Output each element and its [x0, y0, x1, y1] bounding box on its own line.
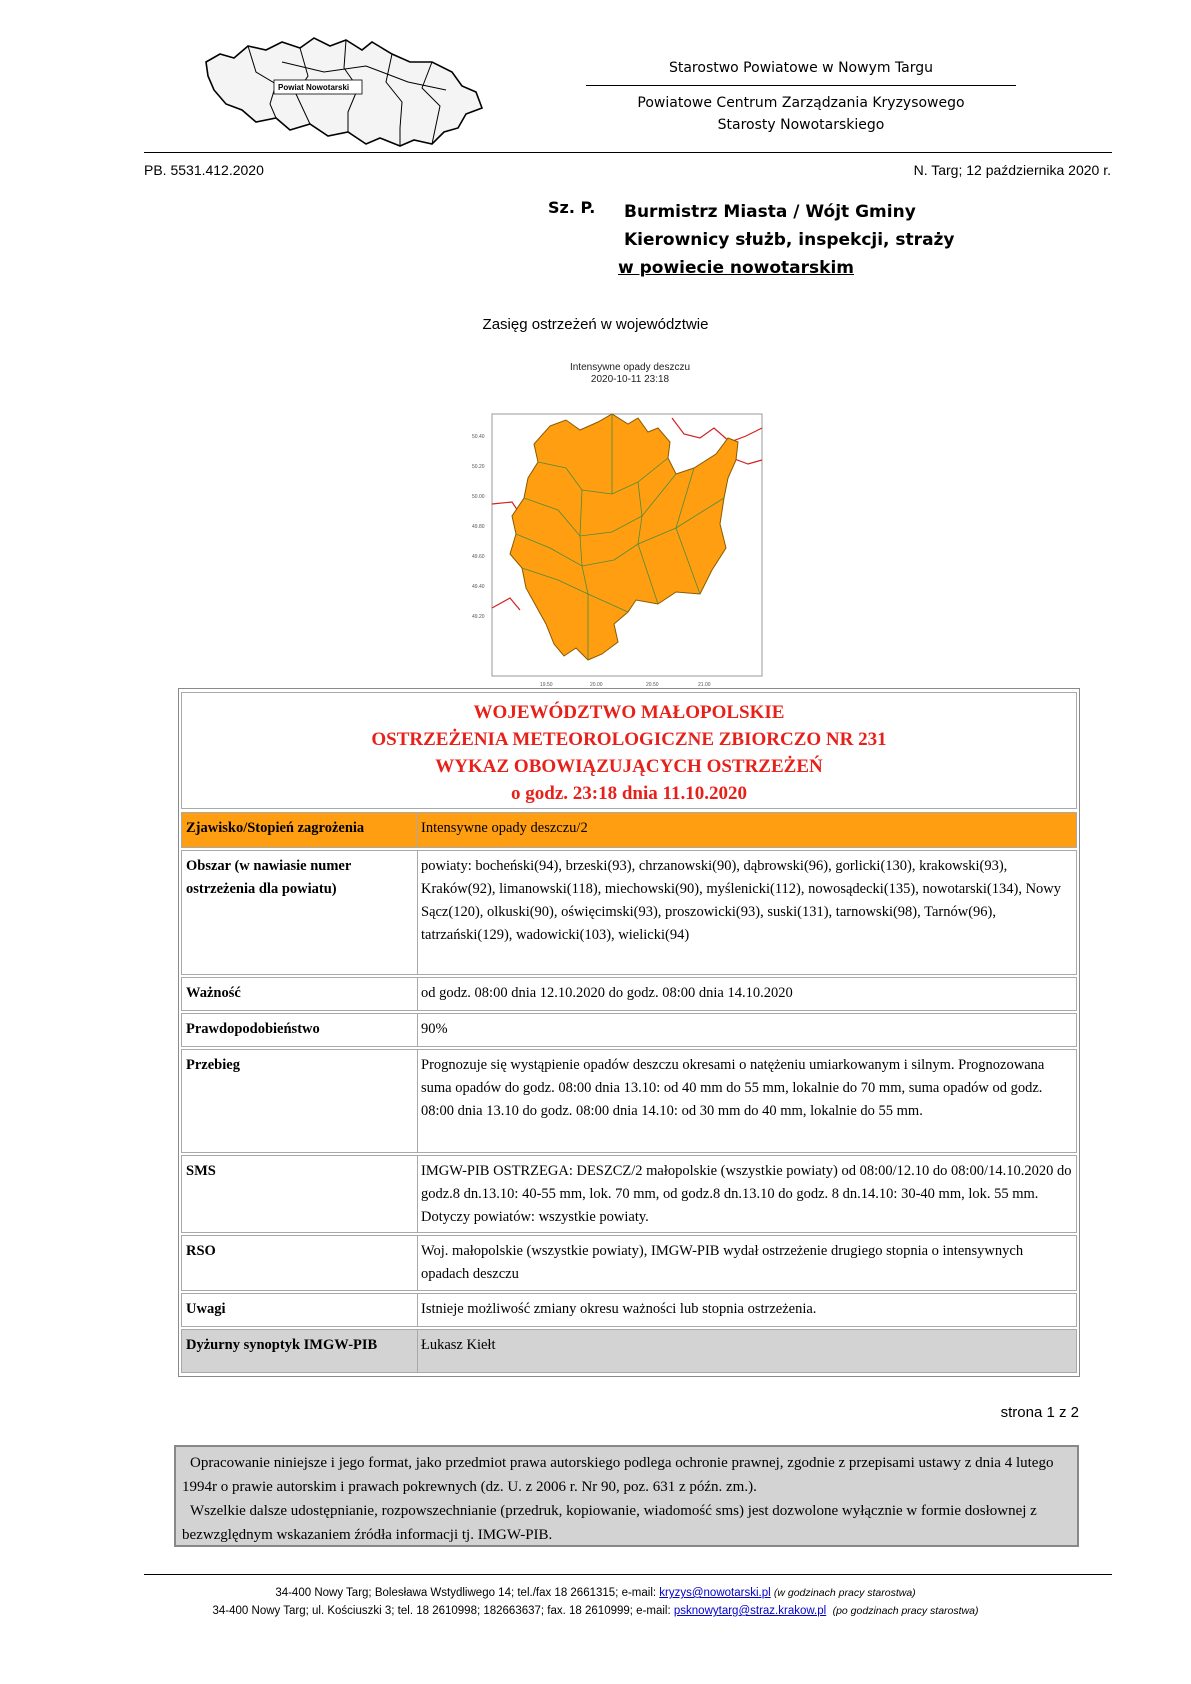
footer-line1 [0, 1584, 1191, 1602]
email-link-kryzys[interactable]: kryzys@nowotarski.pl [659, 1587, 771, 1599]
salutation-prefix: Sz. P. [548, 198, 596, 217]
table-row-rso [181, 1235, 1077, 1291]
warning-title-list: WYKAZ OBOWIĄZUJĄCYCH OSTRZEŻEŃ [435, 756, 823, 777]
svg-text:50.20: 50.20 [472, 464, 485, 470]
table-row-validity [181, 977, 1077, 1011]
warning-table [178, 688, 1080, 1377]
row-value: Istnieje możliwość zmiany okresu ważności lub stopnia ostrzeżenia. [421, 1301, 817, 1317]
map-caption-phenomenon: Intensywne opady deszczu [569, 362, 691, 373]
row-label: Obszar (w nawiasie numer ostrzeżenia dla powiatu) [182, 851, 418, 974]
center-name-line2: Starosty Nowotarskiego [717, 117, 885, 133]
table-row-course [181, 1049, 1077, 1153]
table-row-phenomenon [181, 812, 1077, 848]
warning-title [181, 692, 1077, 809]
svg-text:49.60: 49.60 [472, 554, 485, 560]
table-row-sms [181, 1155, 1077, 1233]
svg-text:50.00: 50.00 [472, 494, 485, 500]
row-value: IMGW-PIB OSTRZEGA: DESZCZ/2 małopolskie (wszystkie powiaty) od 08:00/12.10 do 08:00/14.10.2020 do godz.8 dn.13.10: 40-55 mm, lok. 70 mm, od godz.8 dn.13.10 do godz. 8 dn.14.10: 30-40 mm, lok. 55 mm. Dotyczy powiatów: wszystkie powiaty. [421, 1163, 1072, 1225]
row-value: Prognozuje się wystąpienie opadów deszczu okresami o natężeniu umiarkowanym i silnym. Prognozowana suma opadów do godz. 08:00 dnia 13.10: od 40 mm do 55 mm, lokalnie do 70 mm, suma opadów od godz. 08:00 dnia 13.10 do godz. 08:00 dnia 14.10: od 30 mm do 40 mm, lokalnie do 55 mm. [421, 1057, 1045, 1119]
table-row-probability [181, 1013, 1077, 1047]
row-label: Prawdopodobieństwo [182, 1014, 418, 1046]
addressee-line2: Kierownicy służb, inspekcji, straży [624, 230, 955, 250]
warning-title-region: WOJEWÓDZTWO MAŁOPOLSKIE [473, 702, 785, 723]
row-value: od godz. 08:00 dnia 12.10.2020 do godz. 08:00 dnia 14.10.2020 [421, 985, 793, 1001]
svg-text:49.80: 49.80 [472, 524, 485, 530]
addressee-line1: Burmistrz Miasta / Wójt Gminy [624, 202, 916, 222]
footer-note-2: (po godzinach pracy starostwa) [832, 1605, 979, 1617]
row-value: powiaty: bocheński(94), brzeski(93), chrzanowski(90), dąbrowski(96), gorlicki(130), krakowski(93), Kraków(92), limanowski(118), miechowski(90), myślenicki(112), nowosądecki(135), nowotarski(134), Nowy Sącz(120), olkuski(90), oświęcimski(93), proszowicki(93), suski(131), tarnowski(98), Tarnów(96), tatrzański(129), wadowicki(103), wielicki(94) [421, 858, 1062, 943]
copyright-text-usage: Wszelkie dalsze udostępnianie, rozpowszechnianie (przedruk, kopiowanie, wiadomość sms) jest dozwolone wyłącznie w formie dosłownej z bezwzględnym wskazaniem źródła informacji tj. IMGW-PIB. [182, 1503, 1037, 1543]
row-label: Dyżurny synoptyk IMGW-PIB [182, 1330, 418, 1372]
addressee-block [618, 198, 955, 282]
row-label: Zjawisko/Stopień zagrożenia [182, 813, 418, 847]
reference-number: PB. 5531.412.2020 [144, 162, 264, 178]
svg-text:49.20: 49.20 [472, 614, 485, 620]
table-row-remarks [181, 1293, 1077, 1327]
county-logo-map [196, 32, 486, 152]
email-link-psk[interactable]: psknowytarg@straz.krakow.pl [673, 1605, 827, 1617]
footer-note-1: (w godzinach pracy starostwa) [773, 1587, 916, 1599]
row-value: 90% [421, 1021, 448, 1037]
row-value: Intensywne opady deszczu/2 [421, 820, 588, 836]
place-date: N. Targ; 12 października 2020 r. [913, 162, 1111, 178]
row-value: Łukasz Kiełt [421, 1337, 496, 1353]
row-label: Przebieg [182, 1050, 418, 1152]
agency-divider [586, 85, 1016, 86]
row-label: SMS [182, 1156, 418, 1232]
footer-address-2: 34-400 Nowy Targ; ul. Kościuszki 3; tel. 18 2610998; 182663637; fax. 18 2610999; e-mail: [212, 1605, 674, 1617]
copyright-text-law: Opracowanie niniejsze i jego format, jako przedmiot prawa autorskiego podlega ochronie prawnej, zgodnie z przepisami ustawy z dnia 4 lutego 1994r o prawie autorskim i prawach pokrewnych (dz. U. z 2006 r. Nr 90, poz. 631 z późn. zm.). [182, 1455, 1054, 1495]
svg-text:20.50: 20.50 [646, 682, 659, 688]
svg-text:21.00: 21.00 [698, 682, 711, 688]
footer-line2 [0, 1602, 1191, 1620]
row-label: Uwagi [182, 1294, 418, 1326]
row-value: Woj. małopolskie (wszystkie powiaty), IMGW-PIB wydał ostrzeżenie drugiego stopnia o intensywnych opadach deszczu [421, 1243, 1024, 1282]
svg-text:19.50: 19.50 [540, 682, 553, 688]
footer-divider [144, 1574, 1112, 1575]
addressee-line3: w powiecie nowotarskim [618, 258, 854, 278]
svg-text:49.40: 49.40 [472, 584, 485, 590]
warning-title-time: o godz. 23:18 dnia 11.10.2020 [511, 783, 747, 804]
header-divider [144, 152, 1112, 153]
warning-area-map [462, 398, 782, 688]
map-caption-timestamp: 2020-10-11 23:18 [590, 374, 670, 385]
footer-address-1: 34-400 Nowy Targ; Bolesława Wstydliwego 14; tel./fax 18 2661315; e-mail: [275, 1587, 660, 1599]
page-number: strona 1 z 2 [1000, 1404, 1079, 1421]
center-name-line1: Powiatowe Centrum Zarządzania Kryzysowego [637, 95, 965, 111]
map-caption [520, 362, 740, 386]
map-section-title: Zasięg ostrzeżeń w województwie [482, 316, 709, 333]
table-row-forecaster [181, 1329, 1077, 1373]
table-row-area [181, 850, 1077, 975]
agency-name: Starostwo Powiatowe w Nowym Targu [668, 60, 934, 76]
row-label: Ważność [182, 978, 418, 1010]
copyright-notice [174, 1445, 1079, 1547]
crisis-center-name [586, 92, 1016, 136]
logo-label: Powiat Nowotarski [278, 83, 350, 92]
svg-text:50.40: 50.40 [472, 434, 485, 440]
footer-contact [0, 1584, 1191, 1620]
warning-title-number: OSTRZEŻENIA METEOROLOGICZNE ZBIORCZO NR 231 [371, 729, 887, 750]
row-label: RSO [182, 1236, 418, 1290]
svg-text:20.00: 20.00 [590, 682, 603, 688]
